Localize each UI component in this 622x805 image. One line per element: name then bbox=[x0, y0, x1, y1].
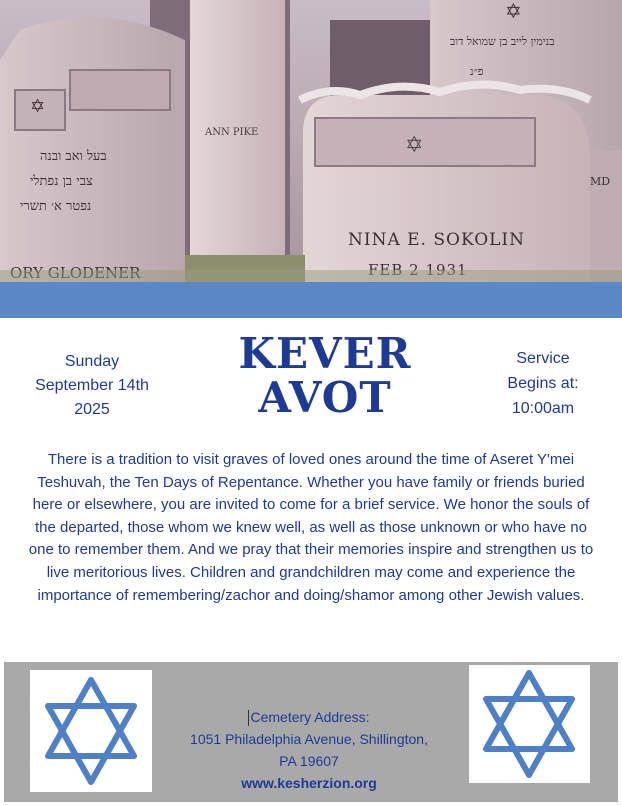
svg-text:✡: ✡ bbox=[405, 133, 424, 158]
front-headstone-name: NINA E. SOKOLIN bbox=[348, 230, 526, 250]
svg-text:בנימין לייב בן שמואל דוב: בנימין לייב בן שמואל דוב bbox=[450, 35, 555, 48]
service-time-line3: 10:00am bbox=[511, 400, 575, 417]
cemetery-address bbox=[154, 706, 464, 772]
hero-cemetery-photo bbox=[0, 0, 622, 282]
blue-divider-band bbox=[0, 282, 622, 318]
star-of-david-left-icon bbox=[30, 670, 152, 792]
event-day: Sunday bbox=[64, 353, 120, 370]
address-line2: PA 19607 bbox=[279, 753, 339, 769]
event-title-line1: KEVER bbox=[238, 329, 412, 378]
service-time-block bbox=[488, 346, 598, 421]
website-link[interactable]: www.kesherzion.org bbox=[241, 775, 377, 791]
event-title bbox=[225, 329, 425, 422]
address-line1: 1051 Philadelphia Avenue, Shillington, bbox=[190, 731, 428, 747]
right-headstone-label: MD bbox=[590, 175, 611, 188]
svg-text:פ״נ: פ״נ bbox=[470, 65, 484, 78]
service-time-line2: Begins at: bbox=[507, 375, 579, 392]
event-date: September 14th bbox=[35, 377, 149, 394]
svg-text:בעל ואב ובנה: בעל ואב ובנה bbox=[40, 149, 107, 164]
svg-text:✡: ✡ bbox=[505, 0, 522, 23]
service-time-line1: Service bbox=[516, 350, 570, 367]
svg-text:צבי בן נפתלי: צבי בן נפתלי bbox=[30, 174, 93, 189]
event-date-block bbox=[8, 350, 176, 422]
event-title-line2: AVOT bbox=[258, 373, 392, 422]
svg-text:נפטר א׳ תשרי: נפטר א׳ תשרי bbox=[20, 199, 92, 214]
svg-text:✡: ✡ bbox=[30, 96, 46, 117]
event-year: 2025 bbox=[74, 401, 110, 418]
star-of-david-right-icon bbox=[469, 665, 590, 783]
middle-headstone-label: ANN PIKE bbox=[205, 127, 259, 138]
footer-panel bbox=[4, 662, 618, 802]
event-description: There is a tradition to visit graves of loved ones around the time of Aseret Y'mei Teshuvah, the Ten Days of Repentance. Whether you have family or friends buried here or elsewhere, you are invited to come for a brief service. We honor the souls of the departed, those whom we knew well, as well as those unknown or who have no one to remember them. And we pray that their memories inspire and strengthen us to live meritorious lives. Children and grandchildren may come and experience the importance of remembering/zachor and doing/shamor among other Jewish values. bbox=[28, 451, 594, 604]
address-label: Cemetery Address: bbox=[250, 709, 370, 725]
